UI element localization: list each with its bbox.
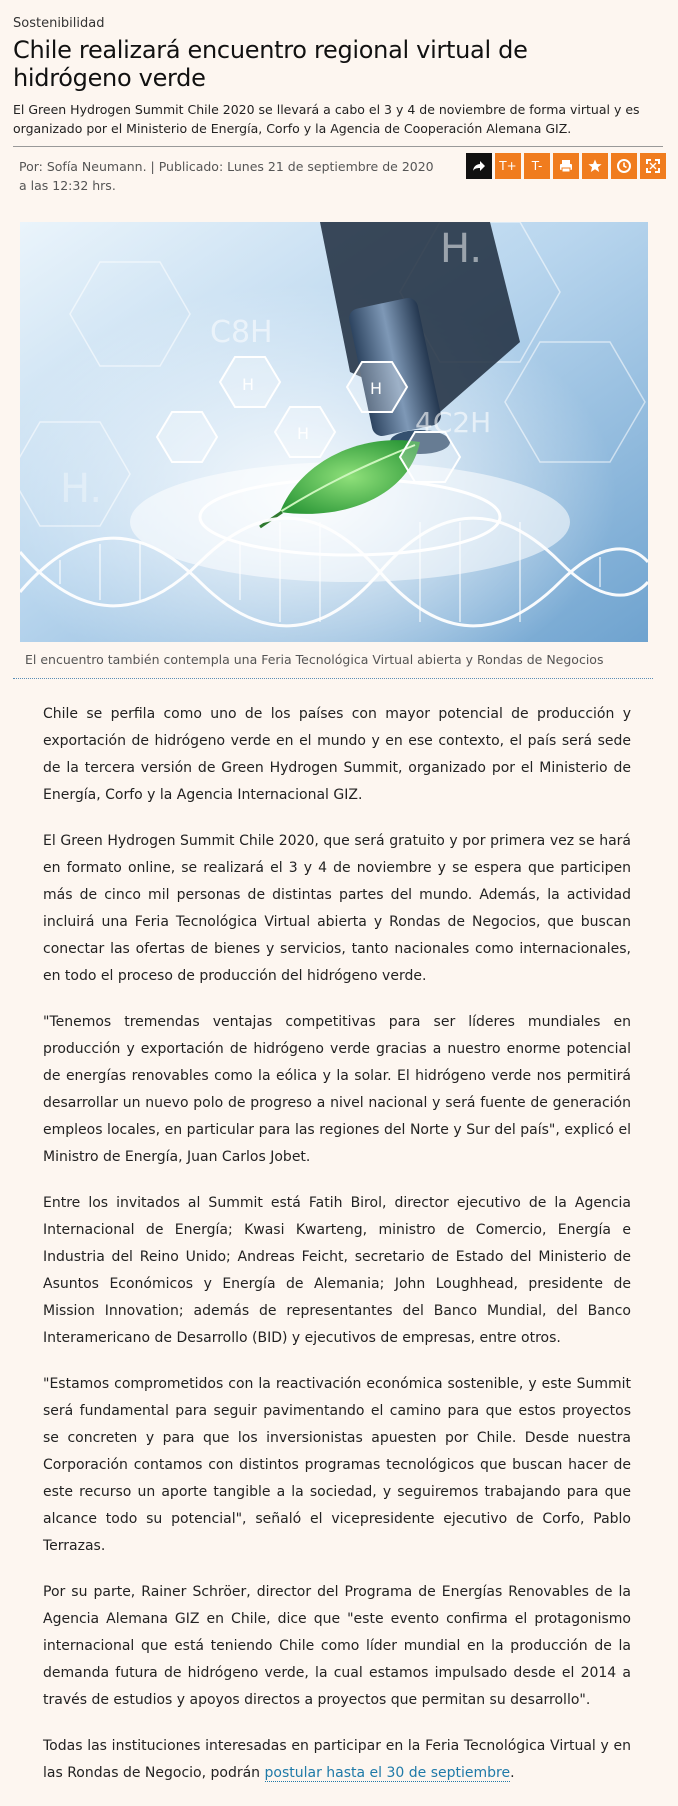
header-divider — [13, 146, 663, 147]
photo-label-c8h: C8H — [210, 315, 273, 350]
decrease-text-button[interactable]: T- — [524, 153, 550, 179]
caption-divider — [13, 678, 653, 679]
photo-label-4c2h: 4C2H — [415, 406, 492, 439]
clock-icon — [616, 158, 632, 174]
article-paragraph: Chile se perfila como uno de los países con mayor potencial de producción y exportación de hidrógeno verde en el mundo y en ese contexto, el país será sede de la tercera versión de Green Hydrogen Summit, organizado por el Ministerio de Energía, Corfo y la Agencia Internacional GIZ. — [43, 706, 631, 803]
article-paragraph: "Tenemos tremendas ventajas competitivas para ser líderes mundiales en producción y exportación de hidrógeno verde gracias a nuestro enorme potencial de energías renovables como la eólica y la solar. El hidrógeno verde nos permitirá desarrollar un nuevo polo de progreso a nivel nacional y será fuente de generación empleos locales, en particular para las regiones del Norte y Sur del país", explicó el Ministro de Energía, Juan Carlos Jobet. — [43, 1014, 631, 1165]
article-paragraph-final — [43, 1733, 631, 1787]
photo-label-h-1: H — [242, 375, 255, 394]
increase-text-button[interactable]: T+ — [495, 153, 521, 179]
application-deadline-link[interactable]: postular hasta el 30 de septiembre — [264, 1765, 511, 1781]
share-button[interactable] — [466, 153, 492, 179]
article-body — [43, 701, 631, 1806]
photo-label-h-large: H. — [440, 226, 483, 272]
print-button[interactable] — [553, 153, 579, 179]
photo-caption: El encuentro también contempla una Feria Tecnológica Virtual abierta y Rondas de Negocios — [25, 652, 604, 667]
article-paragraph: Por su parte, Rainer Schröer, director del Programa de Energías Renovables de la Agencia Alemana GIZ en Chile, dice que "este evento confirma el protagonismo internacional que está teniendo Chile como líder mundial en la producción de la demanda futura de hidrógeno verde, la cual estamos impulsado desde el 2014 a través de estudios y apoyos directos a proyectos que permitan su desarrollo". — [43, 1584, 631, 1708]
expand-button[interactable] — [640, 153, 666, 179]
history-button[interactable] — [611, 153, 637, 179]
article-toolbar — [466, 153, 666, 179]
print-icon — [558, 158, 574, 174]
article-photo — [20, 222, 648, 642]
photo-label-h-2: H — [370, 379, 383, 398]
article-byline: Por: Sofía Neumann. | Publicado: Lunes 21 de septiembre de 2020 a las 12:32 hrs. — [19, 159, 434, 193]
photo-label-h-3: H — [297, 424, 310, 443]
expand-icon — [645, 158, 661, 174]
article-paragraph: Entre los invitados al Summit está Fatih Birol, director ejecutivo de la Agencia Internacional de Energía; Kwasi Kwarteng, ministro de Comercio, Energía e Industria del Reino Unido; Andreas Feicht, secretario de Estado del Ministerio de Asuntos Económicos y Energía de Alemania; John Loughhead, presidente de Mission Innovation; además de representantes del Banco Mundial, del Banco Interamericano de Desarrollo (BID) y ejecutivos de empresas, entre otros. — [43, 1195, 631, 1346]
article-headline: Chile realizará encuentro regional virtual de hidrógeno verde — [13, 36, 528, 92]
photo-label-h-left: H. — [60, 466, 103, 512]
article-summary: El Green Hydrogen Summit Chile 2020 se llevará a cabo el 3 y 4 de noviembre de forma virtual y es organizado por el Ministerio de Energía, Corfo y la Agencia de Cooperación Alemana GIZ. — [13, 102, 640, 136]
share-icon — [471, 158, 487, 174]
final-paragraph-end: . — [510, 1765, 515, 1781]
final-paragraph-text: Todas las instituciones interesadas en participar en la Feria Tecnológica Virtual y en las Rondas de Negocio, podrán — [43, 1738, 631, 1781]
article-paragraph: El Green Hydrogen Summit Chile 2020, que será gratuito y por primera vez se hará en formato online, se realizará el 3 y 4 de noviembre y se espera que participen más de cinco mil personas de distintas partes del mundo. Además, la actividad incluirá una Feria Tecnológica Virtual abierta y Rondas de Negocios, que buscan conectar las ofertas de bienes y servicios, tanto nacionales como internacionales, en todo el proceso de producción del hidrógeno verde. — [43, 833, 631, 984]
favorite-button[interactable] — [582, 153, 608, 179]
hydrogen-microscope-illustration — [20, 222, 648, 642]
article-paragraph: "Estamos comprometidos con la reactivación económica sostenible, y este Summit será fundamental para seguir pavimentando el camino para que estos proyectos se concreten y para que los inversionistas apuesten por Chile. Desde nuestra Corporación contamos con distintos programas tecnológicos que buscan hacer de este recurso un aporte tangible a la sociedad, y seguiremos trabajando para que alcance todo su potencial", señaló el vicepresidente ejecutivo de Corfo, Pablo Terrazas. — [43, 1376, 631, 1554]
star-icon — [587, 158, 603, 174]
section-label[interactable]: Sostenibilidad — [13, 16, 105, 31]
